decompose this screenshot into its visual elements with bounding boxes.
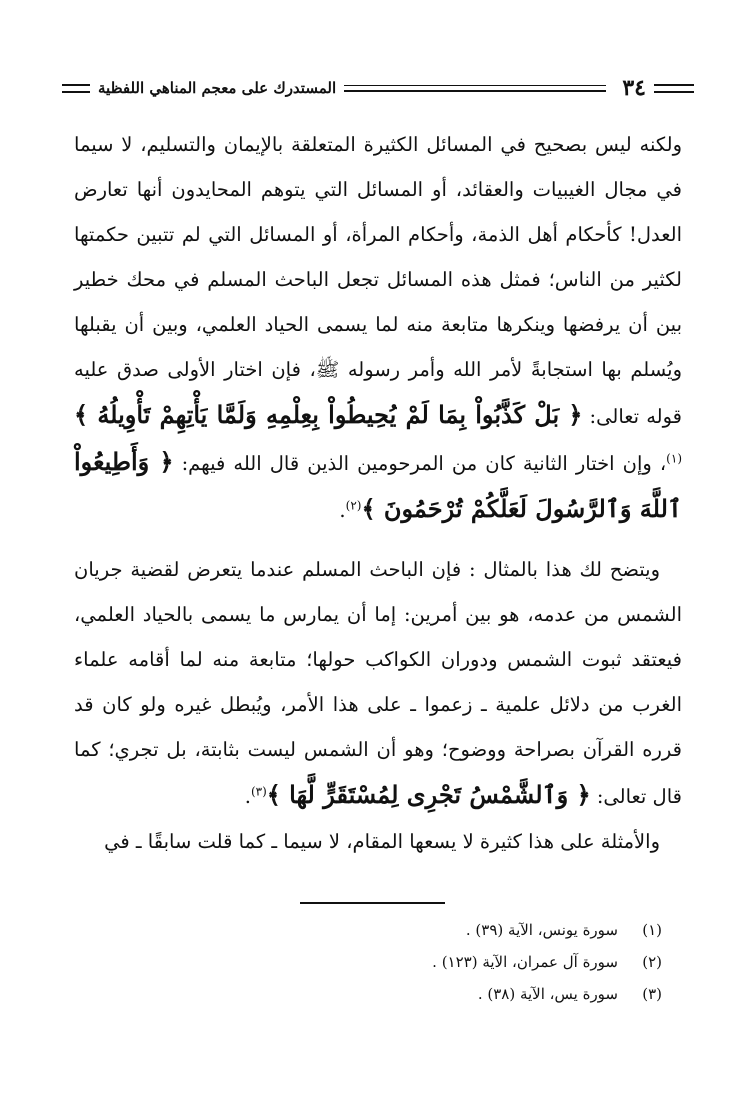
footnote-ref-2: (٢) [345, 498, 362, 513]
footnote-number: (١) [642, 921, 662, 939]
footnote-ref-1: (١) [666, 451, 682, 466]
paragraph-1 [74, 122, 682, 533]
running-header [62, 74, 694, 102]
footnote-number: (٣) [642, 985, 662, 1003]
header-rule-middle [344, 85, 606, 92]
book-title: المستدرك على معجم المناهي اللفظية [98, 79, 337, 97]
footnote-text: سورة يونس، الآية (٣٩) . [465, 921, 618, 939]
paragraph-2 [74, 547, 682, 819]
paragraph-3 [74, 819, 682, 864]
footnotes [140, 914, 662, 1010]
footnote-number: (٢) [642, 953, 662, 971]
paragraph-2-text-a: ويتضح لك هذا بالمثال : فإن الباحث المسلم عندما يتعرض لقضية جريان الشمس من عدمه، هو بين أمرين: إما أن يمارس ما يسمى بالحياد العلمي، فيعتقد ثبوت الشمس ودوران الكواكب حولها؛ متابعة منه لما أقامه علماء الغرب من دلائل علمية ـ زعموا ـ على هذا الأمر، ويُبطل غيره ولو كان قد قرره القرآن بصراحة ووضوح؛ وهو أن الشمس ليست بثابتة، بل تجري؛ كما قال تعالى: [74, 558, 682, 808]
paragraph-3-text: والأمثلة على هذا كثيرة لا يسعها المقام، لا سيما ـ كما قلت سابقًا ـ في [104, 830, 660, 853]
quran-quote-1: ﴿ بَلْ كَذَّبُواْ بِمَا لَمْ يُحِيطُواْ بِعِلْمِهِ وَلَمَّا يَأْتِهِمْ تَأْوِيلُهُ ﴾ [74, 400, 583, 429]
quran-quote-2: ﴿ وَأَطِيعُواْ ٱللَّهَ وَٱلرَّسُولَ لَعَلَّكُمْ تُرْحَمُونَ ﴾ [74, 447, 682, 523]
page-number: ٣٤ [622, 75, 646, 101]
footnote-item [140, 914, 662, 946]
footnote-item [140, 946, 662, 978]
paragraph-1-text-b: ، وإن اختار الثانية كان من المرحومين الذين قال الله فيهم: [173, 452, 667, 475]
header-rule-left [62, 84, 90, 93]
header-rule-right [654, 84, 694, 93]
paragraph-1-text-c: . [339, 499, 346, 522]
footnote-item [140, 978, 662, 1010]
footnote-separator [300, 902, 445, 904]
footnote-text: سورة يس، الآية (٣٨) . [477, 985, 618, 1003]
main-text [74, 122, 682, 864]
paragraph-2-text-b: . [244, 785, 251, 808]
paragraph-1-text-a: ولكنه ليس بصحيح في المسائل الكثيرة المتعلقة بالإيمان والتسليم، لا سيما في مجال الغيبيات والعقائد، أو المسائل التي يتوهم المحايدون أنها تعارض العدل! كأحكام أهل الذمة، وأحكام المرأة، أو المسائل التي لم تتبين حكمتها لكثير من الناس؛ فمثل هذه المسائل تجعل الباحث المسلم في محك خطير بين أن يرفضها وينكرها متابعة منه لما يسمى الحياد العلمي، وبين أن يقبلها ويُسلم بها استجابةً لأمر الله وأمر رسوله ﷺ، فإن اختار الأولى صدق عليه قوله تعالى: [74, 133, 682, 428]
quran-quote-3: ﴿ وَٱلشَّمْسُ تَجْرِى لِمُسْتَقَرٍّ لَّهَا ﴾ [266, 780, 591, 809]
footnote-text: سورة آل عمران، الآية (١٢٣) . [432, 953, 618, 971]
footnote-ref-3: (٣) [250, 784, 267, 799]
